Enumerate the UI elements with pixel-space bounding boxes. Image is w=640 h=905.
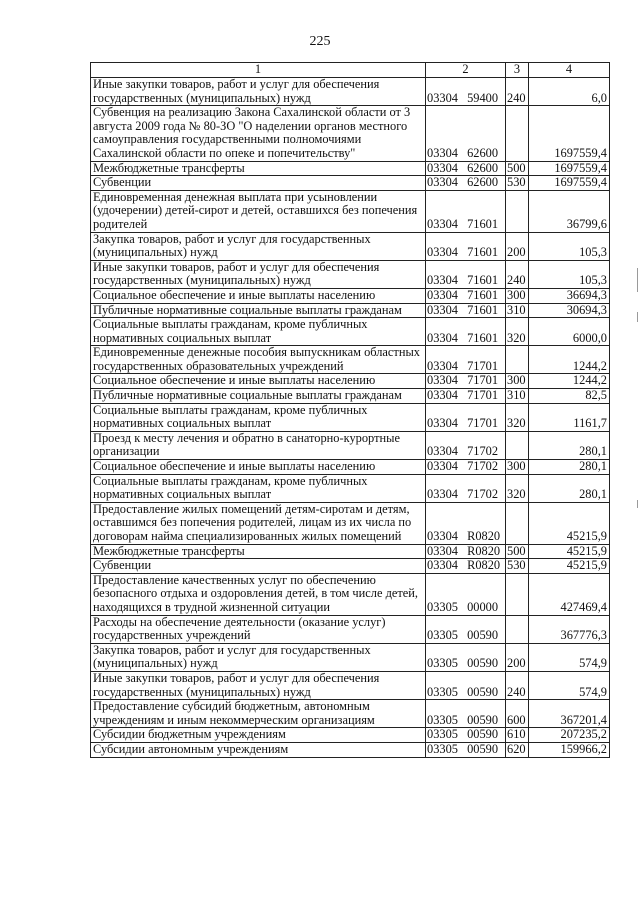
table-row: [91, 728, 610, 743]
row-sum-cell: 105,3: [529, 260, 610, 288]
row-sum-cell: 280,1: [529, 431, 610, 459]
row-sum-cell: 367201,4: [529, 700, 610, 728]
row-sum-cell: 45215,9: [529, 544, 610, 559]
table-row: [91, 389, 610, 404]
row-vr-cell: [506, 346, 529, 374]
row-name-cell: Предоставление качественных услуг по обеспечению безопасного отдыха и оздоровления детей, в том числе детей, находящихся в трудной жизненной ситуации: [91, 573, 426, 615]
row-code-cell: 03304 R0820: [426, 502, 506, 544]
row-name-cell: Социальное обеспечение и иные выплаты населению: [91, 460, 426, 475]
row-vr-cell: 320: [506, 403, 529, 431]
row-name-cell: Субвенции: [91, 559, 426, 574]
row-vr-cell: 320: [506, 474, 529, 502]
row-vr-cell: 530: [506, 559, 529, 574]
column-header-vr: 3: [506, 63, 529, 78]
row-code-cell: 03304 71601: [426, 303, 506, 318]
row-sum-cell: 280,1: [529, 474, 610, 502]
row-name-cell: Единовременная денежная выплата при усыновлении (удочерении) детей-сирот и детей, оставшихся без попечения родителей: [91, 190, 426, 232]
table-row: [91, 643, 610, 671]
row-sum-cell: 427469,4: [529, 573, 610, 615]
row-code-cell: 03304 71701: [426, 374, 506, 389]
table-row: [91, 346, 610, 374]
row-code-cell: 03304 62600: [426, 176, 506, 191]
row-code-cell: 03304 71701: [426, 403, 506, 431]
row-vr-cell: 240: [506, 260, 529, 288]
row-sum-cell: 280,1: [529, 460, 610, 475]
row-name-cell: Межбюджетные трансферты: [91, 161, 426, 176]
row-vr-cell: 320: [506, 318, 529, 346]
row-name-cell: Публичные нормативные социальные выплаты гражданам: [91, 303, 426, 318]
row-vr-cell: 530: [506, 176, 529, 191]
table-row: [91, 374, 610, 389]
table-row: [91, 190, 610, 232]
row-vr-cell: 300: [506, 288, 529, 303]
row-vr-cell: 240: [506, 78, 529, 106]
row-sum-cell: 30694,3: [529, 303, 610, 318]
row-sum-cell: 1244,2: [529, 374, 610, 389]
row-code-cell: 03304 71702: [426, 474, 506, 502]
row-vr-cell: 200: [506, 232, 529, 260]
row-name-cell: Иные закупки товаров, работ и услуг для обеспечения государственных (муниципальных) нужд: [91, 260, 426, 288]
row-sum-cell: 6000,0: [529, 318, 610, 346]
row-code-cell: 03304 62600: [426, 106, 506, 161]
row-code-cell: 03305 00590: [426, 742, 506, 757]
table-row: [91, 559, 610, 574]
row-name-cell: Социальные выплаты гражданам, кроме публичных нормативных социальных выплат: [91, 318, 426, 346]
row-name-cell: Социальное обеспечение и иные выплаты населению: [91, 374, 426, 389]
row-vr-cell: 200: [506, 643, 529, 671]
table-row: [91, 502, 610, 544]
row-code-cell: 03305 00000: [426, 573, 506, 615]
row-vr-cell: [506, 502, 529, 544]
row-code-cell: 03305 00590: [426, 643, 506, 671]
row-sum-cell: 1161,7: [529, 403, 610, 431]
table-row: [91, 78, 610, 106]
row-name-cell: Закупка товаров, работ и услуг для государственных (муниципальных) нужд: [91, 643, 426, 671]
row-name-cell: Субсидии бюджетным учреждениям: [91, 728, 426, 743]
table-row: [91, 700, 610, 728]
row-name-cell: Закупка товаров, работ и услуг для государственных (муниципальных) нужд: [91, 232, 426, 260]
row-code-cell: 03304 62600: [426, 161, 506, 176]
table-row: [91, 742, 610, 757]
row-code-cell: 03304 71601: [426, 288, 506, 303]
row-name-cell: Иные закупки товаров, работ и услуг для обеспечения государственных (муниципальных) нужд: [91, 78, 426, 106]
row-name-cell: Предоставление субсидий бюджетным, автономным учреждениям и иным некоммерческим организациям: [91, 700, 426, 728]
row-vr-cell: 500: [506, 161, 529, 176]
row-code-cell: 03304 71601: [426, 318, 506, 346]
row-name-cell: Межбюджетные трансферты: [91, 544, 426, 559]
row-code-cell: 03304 R0820: [426, 544, 506, 559]
row-vr-cell: [506, 190, 529, 232]
table-row: [91, 544, 610, 559]
row-sum-cell: 159966,2: [529, 742, 610, 757]
row-vr-cell: 240: [506, 671, 529, 699]
row-code-cell: 03304 71601: [426, 260, 506, 288]
row-sum-cell: 105,3: [529, 232, 610, 260]
row-code-cell: 03305 00590: [426, 615, 506, 643]
table-row: [91, 573, 610, 615]
row-sum-cell: 45215,9: [529, 559, 610, 574]
row-name-cell: Социальное обеспечение и иные выплаты населению: [91, 288, 426, 303]
row-vr-cell: 310: [506, 389, 529, 404]
row-sum-cell: 36694,3: [529, 288, 610, 303]
row-vr-cell: 500: [506, 544, 529, 559]
row-sum-cell: 1697559,4: [529, 176, 610, 191]
row-code-cell: 03305 00590: [426, 671, 506, 699]
row-name-cell: Предоставление жилых помещений детям-сиротам и детям, оставшимся без попечения родителей, лицам из их числа по договорам найма специализированных жилых помещений: [91, 502, 426, 544]
table-row: [91, 260, 610, 288]
row-vr-cell: 620: [506, 742, 529, 757]
row-code-cell: 03304 59400: [426, 78, 506, 106]
row-sum-cell: 207235,2: [529, 728, 610, 743]
row-code-cell: 03304 71601: [426, 232, 506, 260]
table-header-row: [91, 63, 610, 78]
row-sum-cell: 367776,3: [529, 615, 610, 643]
table-row: [91, 176, 610, 191]
row-code-cell: 03304 71702: [426, 460, 506, 475]
table-row: [91, 403, 610, 431]
row-sum-cell: 1697559,4: [529, 106, 610, 161]
row-sum-cell: 45215,9: [529, 502, 610, 544]
scan-mark: [637, 500, 638, 508]
row-vr-cell: [506, 431, 529, 459]
row-sum-cell: 1244,2: [529, 346, 610, 374]
table-row: [91, 288, 610, 303]
row-vr-cell: [506, 615, 529, 643]
row-name-cell: Субвенция на реализацию Закона Сахалинской области от 3 августа 2009 года № 80-ЗО "О наделении органов местного самоуправления государственными полномочиями Сахалинской области по опеке и попечительству": [91, 106, 426, 161]
row-code-cell: 03304 71702: [426, 431, 506, 459]
row-vr-cell: 300: [506, 460, 529, 475]
row-sum-cell: 1697559,4: [529, 161, 610, 176]
row-code-cell: 03304 71701: [426, 346, 506, 374]
row-name-cell: Субвенции: [91, 176, 426, 191]
row-code-cell: 03304 R0820: [426, 559, 506, 574]
row-name-cell: Социальные выплаты гражданам, кроме публичных нормативных социальных выплат: [91, 474, 426, 502]
row-vr-cell: 310: [506, 303, 529, 318]
row-sum-cell: 82,5: [529, 389, 610, 404]
table-row: [91, 431, 610, 459]
column-header-sum: 4: [529, 63, 610, 78]
row-vr-cell: 300: [506, 374, 529, 389]
table-row: [91, 671, 610, 699]
row-name-cell: Единовременные денежные пособия выпускникам областных государственных образовательных учреждений: [91, 346, 426, 374]
column-header-code: 2: [426, 63, 506, 78]
row-name-cell: Субсидии автономным учреждениям: [91, 742, 426, 757]
table-row: [91, 318, 610, 346]
row-vr-cell: [506, 106, 529, 161]
row-vr-cell: [506, 573, 529, 615]
table-row: [91, 460, 610, 475]
budget-table: [90, 62, 610, 758]
table-row: [91, 161, 610, 176]
row-sum-cell: 574,9: [529, 671, 610, 699]
table-row: [91, 474, 610, 502]
row-vr-cell: 610: [506, 728, 529, 743]
row-sum-cell: 574,9: [529, 643, 610, 671]
row-code-cell: 03304 71701: [426, 389, 506, 404]
column-header-name: 1: [91, 63, 426, 78]
row-sum-cell: 36799,6: [529, 190, 610, 232]
table-row: [91, 615, 610, 643]
row-code-cell: 03305 00590: [426, 700, 506, 728]
table-row: [91, 232, 610, 260]
scan-mark: [637, 312, 638, 322]
row-name-cell: Социальные выплаты гражданам, кроме публичных нормативных социальных выплат: [91, 403, 426, 431]
row-name-cell: Проезд к месту лечения и обратно в санаторно-курортные организации: [91, 431, 426, 459]
row-sum-cell: 6,0: [529, 78, 610, 106]
scan-mark: [637, 268, 638, 292]
page-number: 225: [309, 34, 331, 49]
row-code-cell: 03305 00590: [426, 728, 506, 743]
row-name-cell: Расходы на обеспечение деятельности (оказание услуг) государственных учреждений: [91, 615, 426, 643]
row-vr-cell: 600: [506, 700, 529, 728]
row-code-cell: 03304 71601: [426, 190, 506, 232]
table-row: [91, 303, 610, 318]
table-row: [91, 106, 610, 161]
row-name-cell: Иные закупки товаров, работ и услуг для обеспечения государственных (муниципальных) нужд: [91, 671, 426, 699]
row-name-cell: Публичные нормативные социальные выплаты гражданам: [91, 389, 426, 404]
